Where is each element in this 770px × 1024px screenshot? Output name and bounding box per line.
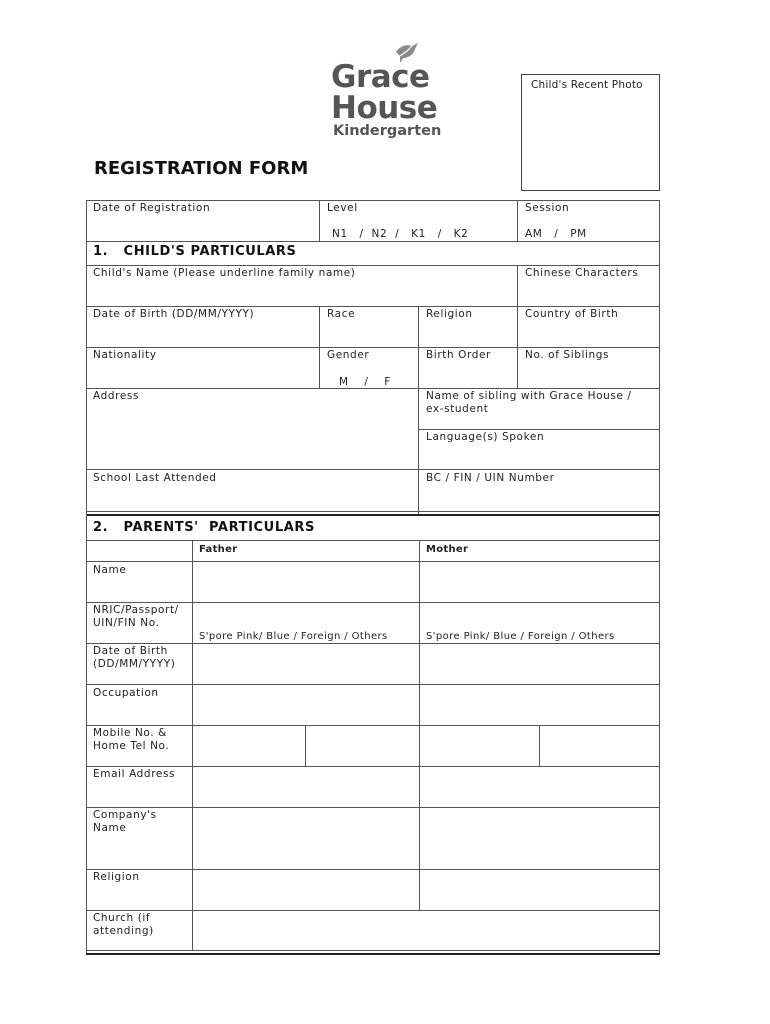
- child-dob-label: Date of Birth (DD/MM/YYYY): [93, 308, 255, 320]
- row-divider: [86, 766, 660, 767]
- row-divider: [86, 200, 660, 201]
- date-of-registration-label: Date of Registration: [93, 202, 211, 214]
- row-divider: [86, 347, 660, 348]
- mother-nric-options[interactable]: S'pore Pink/ Blue / Foreign / Others: [426, 631, 615, 642]
- no-of-siblings-label: No. of Siblings: [525, 349, 610, 361]
- chinese-characters-label: Chinese Characters: [525, 267, 639, 279]
- father-column-header: Father: [199, 544, 238, 555]
- email-label: Email Address: [93, 768, 176, 780]
- table-border-right: [659, 200, 660, 514]
- col-divider: [539, 725, 540, 766]
- row-divider: [86, 602, 660, 603]
- address-label: Address: [93, 390, 140, 402]
- form-title: REGISTRATION FORM: [94, 158, 309, 179]
- session-label: Session: [525, 202, 570, 214]
- mobile-label: Mobile No. & Home Tel No.: [93, 727, 170, 752]
- father-nric-options[interactable]: S'pore Pink/ Blue / Foreign / Others: [199, 631, 388, 642]
- double-rule: [86, 511, 660, 512]
- row-divider: [86, 469, 660, 470]
- row-divider: [86, 869, 660, 870]
- gender-label: Gender: [327, 349, 370, 361]
- row-divider: [419, 429, 660, 430]
- col-divider: [517, 306, 518, 388]
- col-divider: [305, 725, 306, 766]
- col-divider: [418, 306, 419, 514]
- languages-spoken-label: Language(s) Spoken: [426, 431, 545, 443]
- grace-house-logo: [330, 42, 440, 142]
- row-divider: [86, 725, 660, 726]
- parent-name-label: Name: [93, 564, 127, 576]
- childs-name-label: Child's Name (Please underline family name): [93, 267, 356, 279]
- nric-label: NRIC/Passport/ UIN/FIN No.: [93, 604, 179, 629]
- logo-house: House: [331, 90, 438, 126]
- col-divider: [319, 200, 320, 241]
- logo-kindergarten: Kindergarten: [333, 123, 442, 139]
- session-options[interactable]: AM / PM: [525, 228, 587, 240]
- parent-religion-label: Religion: [93, 871, 140, 883]
- religion-label: Religion: [426, 308, 473, 320]
- row-divider: [86, 910, 660, 911]
- table-border-left: [86, 200, 87, 514]
- table-border-right: [659, 514, 660, 954]
- row-divider: [86, 265, 660, 266]
- level-options[interactable]: N1 / N2 / K1 / K2: [332, 228, 469, 240]
- occupation-label: Occupation: [93, 687, 159, 699]
- bc-number-label: BC / FIN / UIN Number: [426, 472, 555, 484]
- school-last-attended-label: School Last Attended: [93, 472, 217, 484]
- section1-title: 1. CHILD'S PARTICULARS: [93, 244, 297, 259]
- row-divider: [86, 684, 660, 685]
- double-rule-thick: [86, 953, 660, 955]
- photo-box[interactable]: [521, 74, 660, 191]
- photo-box-label: Child's Recent Photo: [531, 79, 643, 91]
- col-divider: [419, 540, 420, 910]
- row-divider: [86, 807, 660, 808]
- logo-grace: Grace: [331, 59, 430, 95]
- company-label: Company's Name: [93, 809, 157, 834]
- row-divider: [86, 561, 660, 562]
- double-rule-thick: [86, 514, 660, 516]
- church-label: Church (if attending): [93, 912, 154, 937]
- birth-order-label: Birth Order: [426, 349, 491, 361]
- row-divider: [86, 306, 660, 307]
- double-rule: [86, 950, 660, 951]
- gender-options[interactable]: M / F: [339, 376, 391, 388]
- col-divider: [319, 306, 320, 388]
- level-label: Level: [327, 202, 358, 214]
- nationality-label: Nationality: [93, 349, 157, 361]
- parent-dob-label: Date of Birth (DD/MM/YYYY): [93, 645, 176, 670]
- table-border-left: [86, 514, 87, 954]
- sibling-name-label: Name of sibling with Grace House / ex-student: [426, 390, 632, 415]
- country-of-birth-label: Country of Birth: [525, 308, 619, 320]
- row-divider: [86, 643, 660, 644]
- row-divider: [86, 388, 660, 389]
- section2-title: 2. PARENTS' PARTICULARS: [93, 520, 315, 535]
- col-divider: [517, 200, 518, 241]
- row-divider: [86, 241, 660, 242]
- mother-column-header: Mother: [426, 544, 469, 555]
- row-divider: [86, 540, 660, 541]
- col-divider: [192, 540, 193, 950]
- race-label: Race: [327, 308, 356, 320]
- col-divider: [517, 265, 518, 306]
